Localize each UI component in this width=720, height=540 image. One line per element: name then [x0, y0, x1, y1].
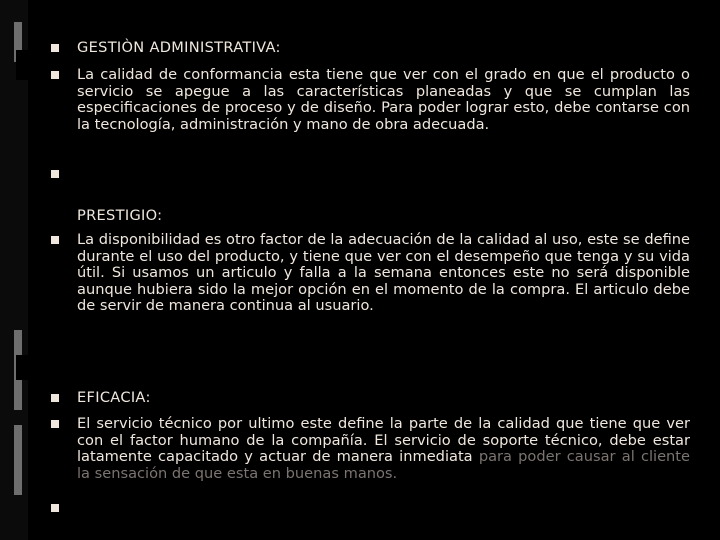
decoration-bar: [14, 425, 22, 495]
square-bullet-icon: [51, 394, 59, 402]
list-item-empty: [77, 500, 690, 516]
gestion-text: La calidad de conformancia esta tiene que ver con el grado en que el producto o servicio se apegue a las características planeadas y que se cumplan las especificaciones de proceso y de diseño. Para poder lograr esto, debe contarse con la tecnología, administración y mano de obra adecuada.: [77, 66, 690, 133]
square-bullet-icon: [51, 420, 59, 428]
eficacia-text-faded: para poder causar al cliente la sensación de que esta en buenas manos.: [77, 448, 691, 482]
square-bullet-icon: [51, 236, 59, 244]
prestigio-heading: PRESTIGIO:: [77, 207, 163, 224]
list-item-eficacia-text: [77, 416, 690, 482]
square-bullet-icon: [51, 44, 59, 52]
prestigio-text: La disponibilidad es otro factor de la adecuación de la calidad al uso, este se define durante el uso del producto, y tiene que ver con el desempeño que tenga y su vida útil. Si usamos un articulo y falla a la semana entonces este no será disponible aunque hubiera sido la mejor opción en el momento de la compra. El articulo debe de servir de manera continua al usuario.: [77, 231, 690, 315]
square-bullet-icon: [51, 170, 59, 178]
list-item-prestigio-text: [77, 232, 690, 315]
list-item-eficacia-heading: [77, 390, 690, 407]
square-bullet-icon: [51, 71, 59, 79]
gestion-heading: GESTIÒN ADMINISTRATIVA:: [77, 39, 281, 56]
eficacia-text: El servicio técnico por ultimo este define la parte de la calidad que tiene que ver con el factor humano de la compañía. El servicio de soporte técnico, debe estar latamente capacitado y actuar de manera inmediata: [77, 415, 690, 466]
list-item-gestion-heading: [77, 40, 690, 57]
list-item-gestion-text: [77, 67, 690, 133]
decoration-block: [16, 355, 30, 380]
eficacia-heading: EFICACIA:: [77, 389, 151, 406]
list-item-empty: [77, 166, 690, 182]
slide-content: [29, 0, 720, 540]
decoration-block: [16, 50, 30, 80]
square-bullet-icon: [51, 504, 59, 512]
left-decoration-strip: [0, 0, 28, 540]
